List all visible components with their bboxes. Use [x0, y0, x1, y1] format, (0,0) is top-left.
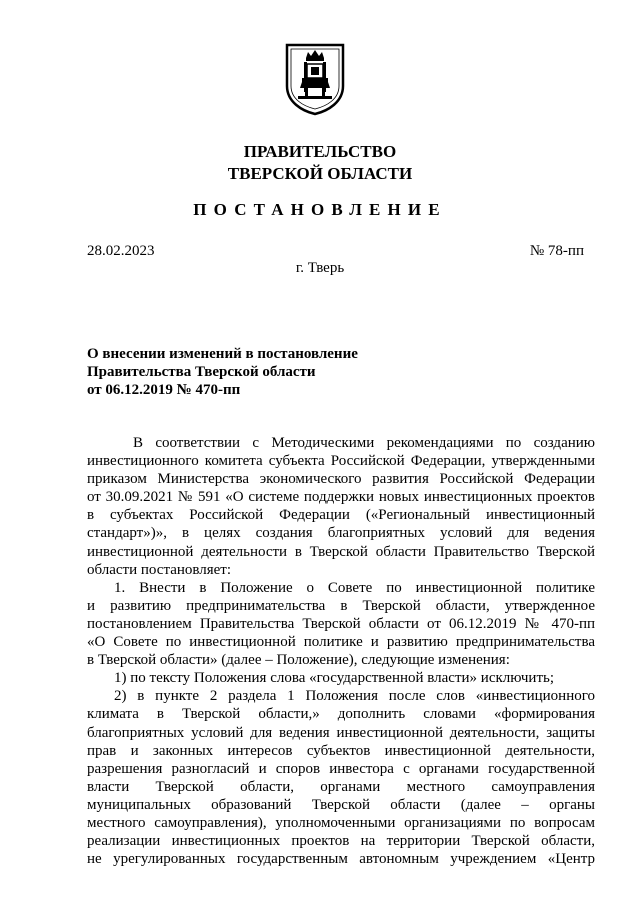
body-line: 1) по тексту Положения слова «государственной власти» исключить; [114, 670, 555, 687]
document-city: г. Тверь [295, 260, 345, 276]
subject-line: Правительства Тверской области [87, 364, 316, 380]
body-line: не урегулированных государственным автономным учреждением «Центр [87, 851, 595, 868]
body-line: 1. Внести в Положение о Совете по инвестиционной политике [114, 579, 595, 596]
body-line: В соответствии с Методическими рекомендациями по созданию [133, 435, 595, 451]
organization-name-line1: ПРАВИТЕЛЬСТВО [243, 142, 397, 161]
document-number: № 78-пп [529, 243, 584, 259]
body-line: климата в Тверской области,» дополнить словами «формирования [87, 706, 595, 723]
body-line: в Тверской области» (далее – Положение), следующие изменения: [87, 652, 510, 669]
body-line: постановлением Правительства Тверской области от 06.12.2019 № 470-пп [87, 615, 595, 632]
document-body [87, 434, 595, 868]
document-type: ПОСТАНОВЛЕНИЕ [193, 200, 447, 219]
body-line: от 30.09.2021 № 591 «О системе поддержки новых инвестиционных проектов [87, 489, 595, 506]
body-line: 2) в пункте 2 раздела 1 Положения после слов «инвестиционного [114, 688, 595, 705]
body-line: прав и законных интересов субъектов инвестиционной деятельности, [87, 742, 595, 759]
body-line: инвестиционного комитета субъекта Российской Федерации, утвержденными [87, 453, 595, 470]
body-line: инвестиционной деятельности в Тверской области Правительство Тверской [87, 543, 595, 560]
organization-name-line2: ТВЕРСКОЙ ОБЛАСТИ [227, 164, 413, 183]
body-line: власти Тверской области, органами местного самоуправления [87, 778, 595, 795]
body-line: и развитию предпринимательства в Тверской области, утвержденное [87, 597, 595, 614]
body-line: области постановляет: [87, 561, 232, 578]
document-subject [87, 345, 447, 399]
body-line: приказом Министерства экономического развития Российской Федерации [87, 471, 595, 488]
body-line: реализации инвестиционных проектов на территории Тверской области, [87, 833, 595, 850]
body-line: благоприятных условий для ведения инвестиционной деятельности, защиты [87, 724, 595, 741]
body-line: разрешения разногласий и споров инвестора с органами государственной [87, 760, 595, 777]
subject-line: от 06.12.2019 № 470-пп [87, 382, 241, 398]
subject-line: О внесении изменений в постановление [87, 346, 358, 362]
body-line: «О Совете по инвестиционной политике и развитию предпринимательства [87, 634, 595, 651]
body-line: местного самоуправления), уполномоченными организациями по вопросам [87, 814, 595, 831]
coat-of-arms-icon [284, 42, 346, 116]
body-line: в субъектах Российской Федерации («Региональный инвестиционный [87, 507, 595, 524]
document-date: 28.02.2023 [87, 243, 155, 259]
body-line: муниципальных образований Тверской области (далее – органы [87, 796, 595, 813]
body-line: стандарт»)», в целях создания благоприятных условий для ведения [87, 525, 595, 542]
